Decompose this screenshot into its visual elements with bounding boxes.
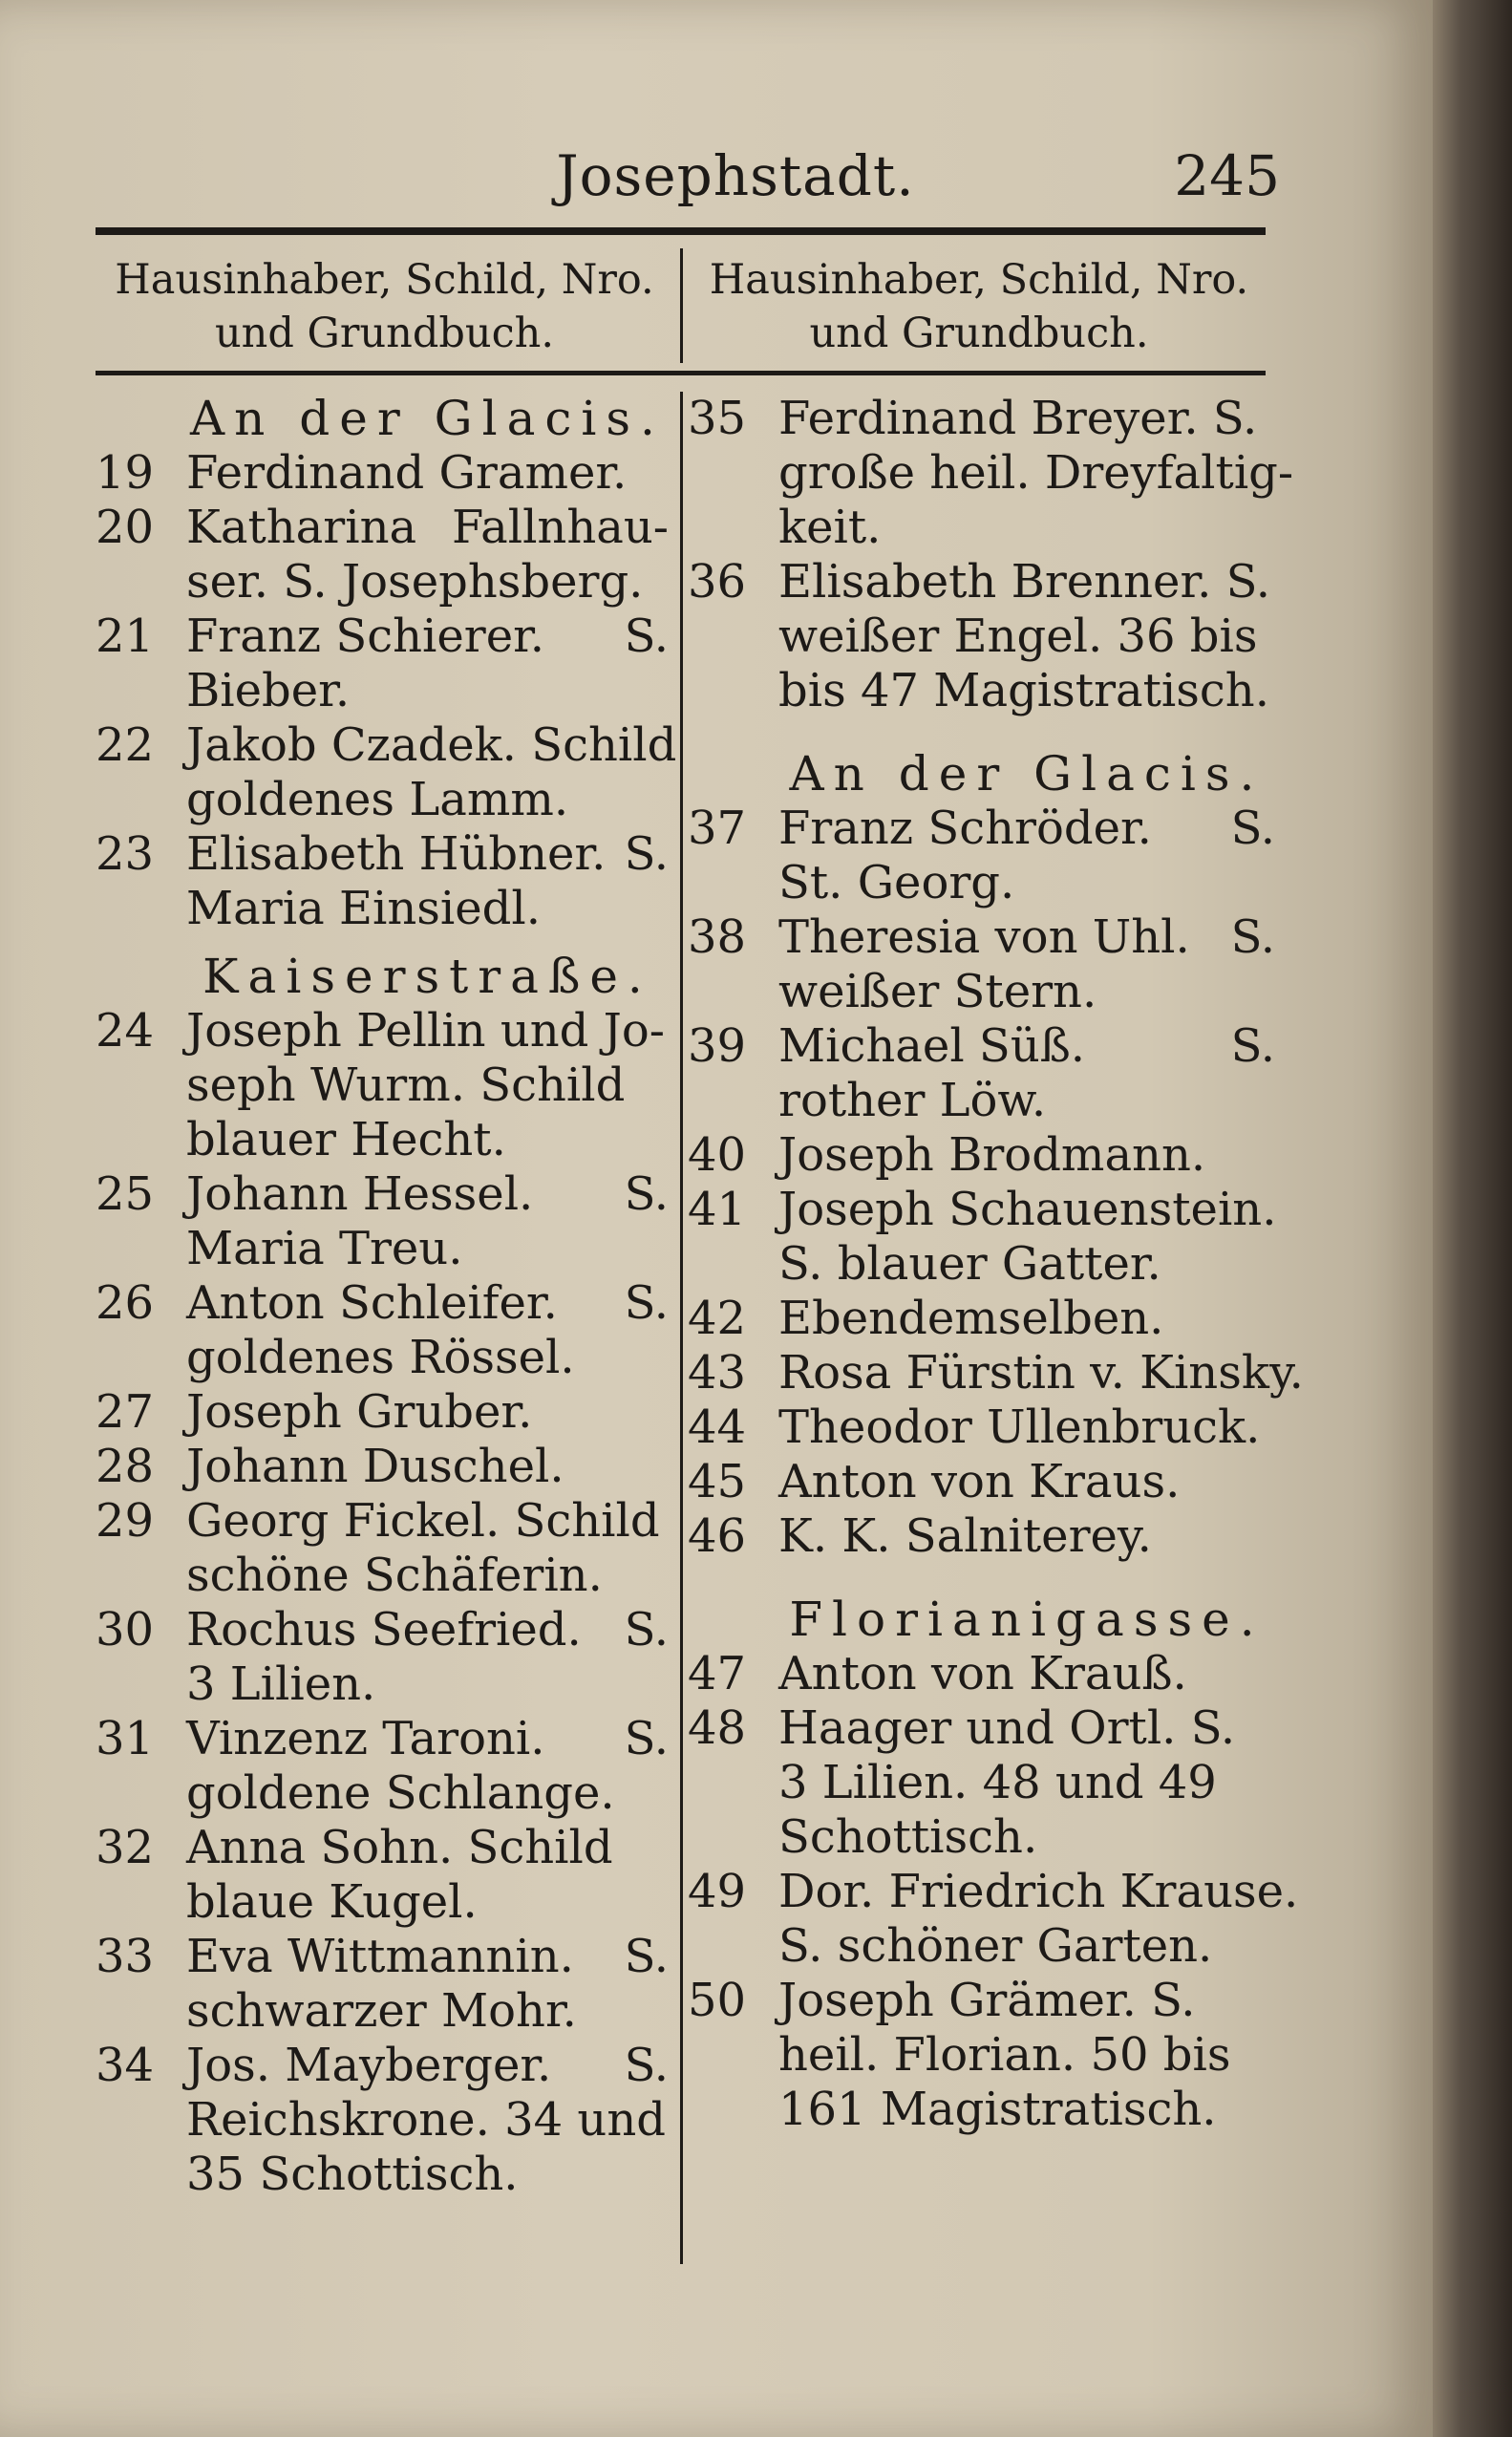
entry-35-cont: große heil. Dreyfaltig- — [778, 446, 1294, 500]
entry-39-cont: rother Löw. — [778, 1074, 1047, 1127]
house-number: 29 — [96, 1494, 155, 1548]
section-heading: Florianigasse. — [789, 1592, 1265, 1647]
house-number: 26 — [96, 1276, 155, 1330]
entry-29-cont: schöne Schäferin. — [186, 1549, 603, 1602]
entry-31-cont: goldene Schlange. — [186, 1766, 615, 1820]
entry-35: 35 Ferdinand Breyer. S. — [688, 392, 1258, 445]
house-number: 45 — [688, 1455, 747, 1508]
entry-48: 48 Haager und Ortl. S. — [688, 1701, 1236, 1755]
house-number: 23 — [96, 827, 155, 881]
entry-23: 23 Elisabeth Hübner. S. — [96, 827, 669, 881]
header-divider — [680, 248, 683, 363]
entry-34-cont: Reichskrone. 34 und — [186, 2093, 666, 2147]
entry-28: 28 Johann Duschel. — [96, 1440, 564, 1493]
house-number: 22 — [96, 718, 155, 772]
entry-36-cont: bis 47 Magistratisch. — [778, 664, 1269, 717]
entry-47: 47 Anton von Krauß. — [688, 1647, 1187, 1700]
house-number: 19 — [96, 446, 155, 500]
entry-45: 45 Anton von Kraus. — [688, 1455, 1181, 1508]
entry-36-cont: weißer Engel. 36 bis — [778, 609, 1258, 663]
house-number: 48 — [688, 1701, 747, 1755]
entry-32-cont: blaue Kugel. — [186, 1875, 478, 1929]
entry-20: 20 Katharina Fallnhau- — [96, 501, 669, 554]
entry-46: 46 K. K. Salniterey. — [688, 1509, 1152, 1563]
entry-42: 42 Ebendemselben. — [688, 1292, 1164, 1345]
house-number: 32 — [96, 1821, 155, 1874]
entry-37: 37 Franz Schröder. S. — [688, 802, 1275, 855]
entry-43: 43 Rosa Fürstin v. Kinsky. — [688, 1346, 1304, 1400]
entry-41-cont: S. blauer Gatter. — [778, 1237, 1161, 1291]
entry-24-cont: seph Wurm. Schild — [186, 1058, 626, 1112]
entry-22-cont: goldenes Lamm. — [186, 773, 569, 826]
running-head: Josephstadt. — [556, 143, 915, 208]
house-number: 25 — [96, 1167, 155, 1221]
entry-34: 34 Jos. Mayberger. S. — [96, 2039, 669, 2092]
book-edge — [1433, 0, 1512, 2437]
column-divider — [680, 392, 683, 2264]
top-rule — [96, 227, 1266, 235]
entry-38: 38 Theresia von Uhl. S. — [688, 910, 1275, 964]
entry-26-cont: goldenes Rössel. — [186, 1331, 575, 1384]
entry-21-cont: Bieber. — [186, 664, 351, 717]
house-number: 37 — [688, 802, 747, 855]
house-number: 40 — [688, 1128, 747, 1182]
entry-49-cont: S. schöner Garten. — [778, 1919, 1213, 1973]
house-number: 43 — [688, 1346, 747, 1400]
house-number: 27 — [96, 1385, 155, 1439]
section-heading: An der Glacis. — [789, 746, 1265, 802]
entry-25-cont: Maria Treu. — [186, 1222, 463, 1275]
entry-34-cont: 35 Schottisch. — [186, 2148, 519, 2201]
entry-26: 26 Anton Schleifer. S. — [96, 1276, 669, 1330]
entry-48-cont: Schottisch. — [778, 1810, 1038, 1864]
house-number: 28 — [96, 1440, 155, 1493]
house-number: 44 — [688, 1400, 747, 1454]
entry-50-cont: 161 Magistratisch. — [778, 2083, 1217, 2136]
entry-31: 31 Vinzenz Taroni. S. — [96, 1712, 669, 1765]
section-heading: An der Glacis. — [190, 391, 665, 446]
entry-23-cont: Maria Einsiedl. — [186, 882, 541, 935]
house-number: 30 — [96, 1603, 155, 1657]
house-number: 35 — [688, 392, 747, 445]
house-number: 36 — [688, 555, 747, 609]
entry-30: 30 Rochus Seefried. S. — [96, 1603, 669, 1657]
entry-27: 27 Joseph Gruber. — [96, 1385, 533, 1439]
house-number: 38 — [688, 910, 747, 964]
entry-19: 19 Ferdinand Gramer. — [96, 446, 628, 500]
right-column — [688, 392, 1304, 2137]
entry-39: 39 Michael Süß. S. — [688, 1019, 1275, 1073]
entry-33-cont: schwarzer Mohr. — [186, 1984, 577, 2038]
entry-24-cont: blauer Hecht. — [186, 1113, 506, 1166]
entry-30-cont: 3 Lilien. — [186, 1657, 376, 1711]
section-heading: Kaiserstraße. — [202, 949, 652, 1004]
entry-40: 40 Joseph Brodmann. — [688, 1128, 1206, 1182]
entry-36: 36 Elisabeth Brenner. S. — [688, 555, 1271, 609]
entry-49: 49 Dor. Friedrich Krause. — [688, 1865, 1299, 1918]
entry-35-cont: keit. — [778, 501, 882, 554]
entry-32: 32 Anna Sohn. Schild — [96, 1821, 613, 1874]
entry-21: 21 Franz Schierer. S. — [96, 609, 669, 663]
entry-22: 22 Jakob Czadek. Schild — [96, 718, 677, 772]
page-number: 245 — [1174, 143, 1280, 208]
entry-48-cont: 3 Lilien. 48 und 49 — [778, 1756, 1217, 1809]
house-number: 47 — [688, 1647, 747, 1700]
house-number: 34 — [96, 2039, 155, 2092]
column-header-left: Hausinhaber, Schild, Nro. und Grundbuch. — [115, 256, 654, 357]
house-number: 24 — [96, 1004, 155, 1058]
house-number: 33 — [96, 1930, 155, 1983]
entry-50: 50 Joseph Grämer. S. — [688, 1974, 1196, 2027]
entry-37-cont: St. Georg. — [778, 856, 1015, 909]
left-column — [96, 391, 677, 2202]
entry-41: 41 Joseph Schauenstein. — [688, 1183, 1277, 1236]
entry-33: 33 Eva Wittmannin. S. — [96, 1930, 669, 1983]
house-number: 46 — [688, 1509, 747, 1563]
house-number: 39 — [688, 1019, 747, 1073]
house-number: 20 — [96, 501, 155, 554]
house-number: 31 — [96, 1712, 155, 1765]
entry-50-cont: heil. Florian. 50 bis — [778, 2028, 1231, 2082]
house-number: 50 — [688, 1974, 747, 2027]
entry-24: 24 Joseph Pellin und Jo- — [96, 1004, 666, 1058]
entry-20-cont: ser. S. Josephsberg. — [186, 555, 644, 609]
entry-44: 44 Theodor Ullenbruck. — [688, 1400, 1261, 1454]
column-header-right: Hausinhaber, Schild, Nro. und Grundbuch. — [709, 256, 1249, 357]
header-rule — [96, 371, 1266, 375]
entry-38-cont: weißer Stern. — [778, 965, 1097, 1018]
house-number: 42 — [688, 1292, 747, 1345]
entry-25: 25 Johann Hessel. S. — [96, 1167, 669, 1221]
house-number: 41 — [688, 1183, 747, 1236]
house-number: 21 — [96, 609, 155, 663]
house-number: 49 — [688, 1865, 747, 1918]
entry-29: 29 Georg Fickel. Schild — [96, 1494, 660, 1548]
